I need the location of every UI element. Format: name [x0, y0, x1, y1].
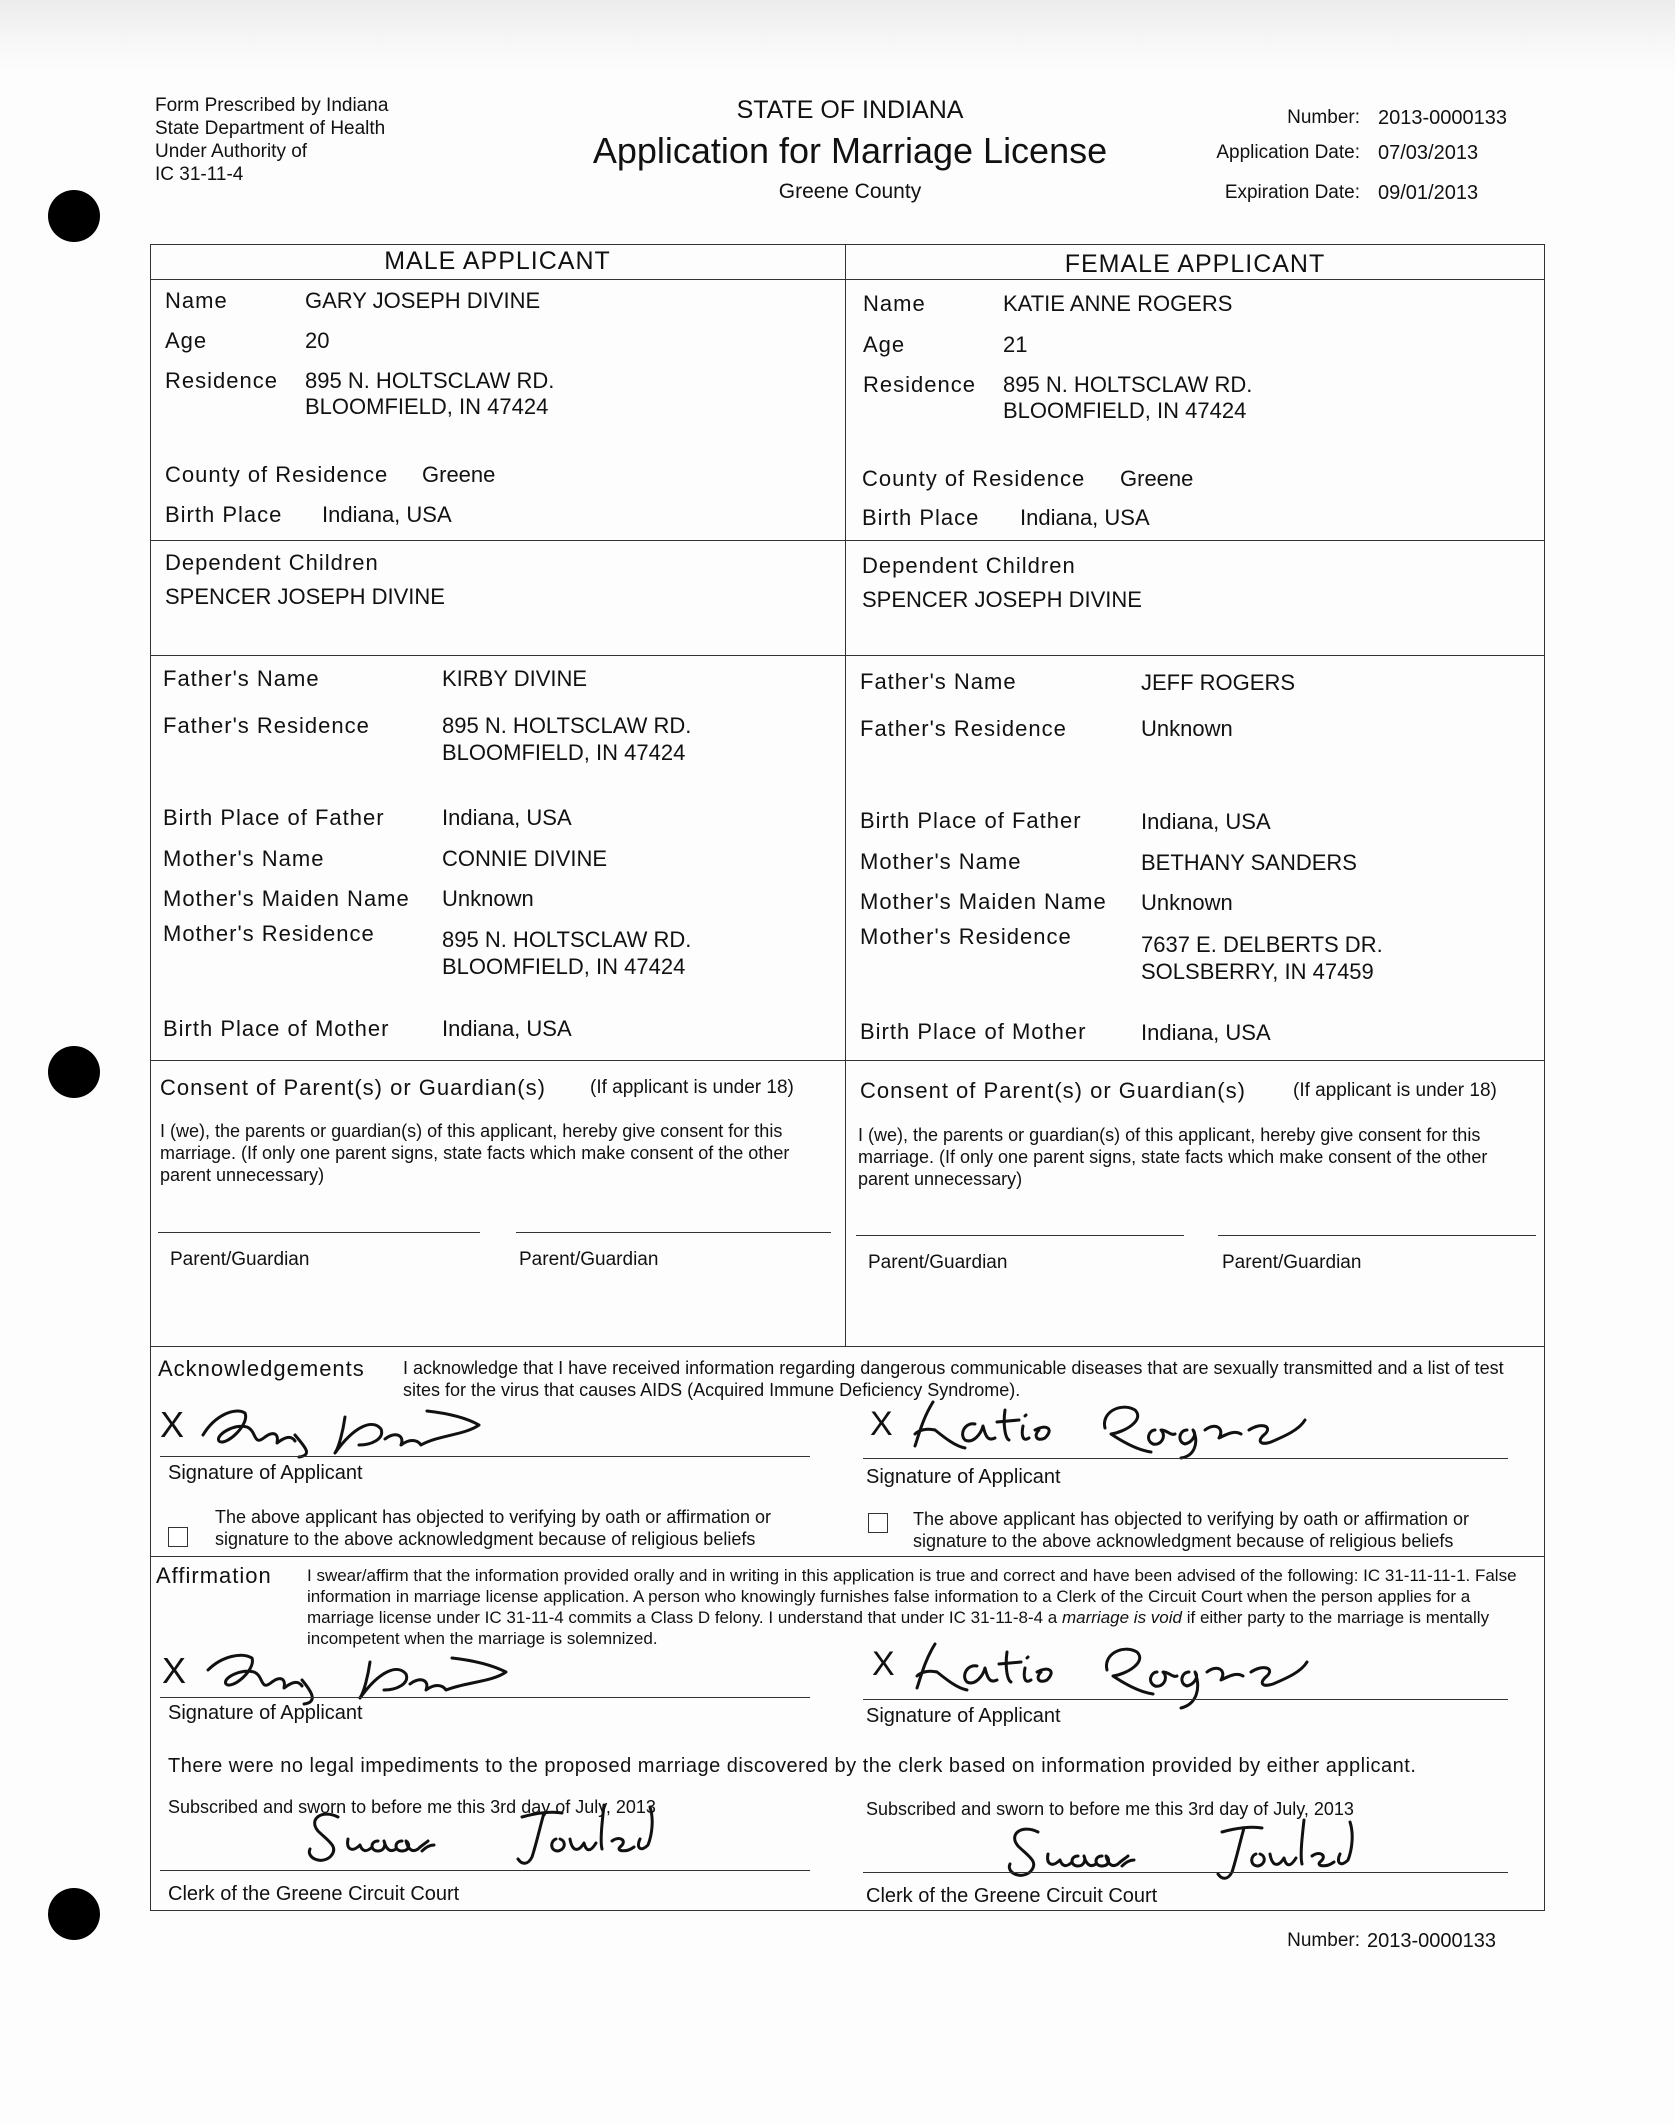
male-father-residence-line1: 895 N. HOLTSCLAW RD.: [442, 713, 692, 738]
female-parent-guardian-label: Parent/Guardian: [868, 1252, 1008, 1273]
male-consent-note: (If applicant is under 18): [590, 1077, 794, 1098]
county-heading: Greene County: [778, 180, 922, 203]
female-aff-signature-line[interactable]: [863, 1699, 1508, 1700]
male-parent-guardian-label: Parent/Guardian: [519, 1249, 659, 1270]
female-father-birth-place-value: Indiana, USA: [1141, 809, 1271, 834]
male-guardian-signature-line[interactable]: [516, 1232, 831, 1233]
female-mother-name-value: BETHANY SANDERS: [1141, 850, 1357, 875]
female-birth-place-label: Birth Place: [862, 505, 980, 530]
section-divider: [150, 540, 1545, 541]
male-aff-signature-line[interactable]: [160, 1697, 810, 1698]
male-name-value: GARY JOSEPH DIVINE: [305, 288, 541, 313]
male-birth-place-value: Indiana, USA: [322, 502, 452, 527]
female-mother-residence-line1: 7637 E. DELBERTS DR.: [1141, 932, 1383, 957]
footer-number-value: 2013-0000133: [1367, 1930, 1497, 1952]
male-dependent-children-value: SPENCER JOSEPH DIVINE: [165, 584, 445, 609]
male-father-name-value: KIRBY DIVINE: [442, 666, 588, 691]
state-heading: STATE OF INDIANA: [736, 96, 964, 124]
male-mother-birth-place-value: Indiana, USA: [442, 1016, 572, 1041]
female-religious-objection-checkbox[interactable]: [868, 1513, 888, 1533]
female-age-value: 21: [1003, 332, 1028, 357]
male-clerk-label: Clerk of the Greene Circuit Court: [168, 1883, 460, 1905]
application-date-value: 07/03/2013: [1378, 142, 1479, 164]
male-ack-signature-label: Signature of Applicant: [168, 1462, 363, 1484]
punch-hole: [48, 1888, 100, 1940]
female-mother-residence-label: Mother's Residence: [860, 924, 1072, 949]
female-name-label: Name: [863, 291, 926, 316]
female-dependent-children-value: SPENCER JOSEPH DIVINE: [862, 587, 1142, 612]
male-mother-maiden-name-value: Unknown: [442, 886, 534, 911]
male-residence-line2: BLOOMFIELD, IN 47424: [305, 394, 549, 419]
male-ack-signature: [195, 1395, 485, 1460]
heading-divider: [150, 279, 1545, 280]
male-religious-objection-checkbox[interactable]: [168, 1527, 188, 1547]
footer-number-label: Number:: [1287, 1930, 1360, 1951]
male-mother-name-label: Mother's Name: [163, 846, 325, 871]
female-consent-title: Consent of Parent(s) or Guardian(s): [860, 1078, 1246, 1103]
female-father-residence-label: Father's Residence: [860, 716, 1067, 741]
female-father-birth-place-label: Birth Place of Father: [860, 808, 1082, 833]
scan-shadow: [0, 0, 1675, 70]
male-mother-maiden-name-label: Mother's Maiden Name: [163, 886, 410, 911]
male-father-birth-place-label: Birth Place of Father: [163, 805, 385, 830]
male-ack-signature-x: X: [160, 1404, 185, 1445]
section-divider: [150, 1060, 1545, 1061]
affirmation-text-italic: marriage is void: [1061, 1608, 1182, 1627]
male-consent-text: I (we), the parents or guardian(s) of this applicant, hereby give consent for this marriage. (If only one parent signs, state facts which make consent of the other parent unnecessary): [160, 1121, 790, 1185]
male-county-label: County of Residence: [165, 462, 389, 487]
female-mother-name-label: Mother's Name: [860, 849, 1022, 874]
female-birth-place-value: Indiana, USA: [1020, 505, 1150, 530]
male-mother-residence-line1: 895 N. HOLTSCLAW RD.: [442, 927, 692, 952]
male-clerk-signature: [300, 1795, 660, 1870]
female-clerk-signature-line[interactable]: [863, 1872, 1508, 1873]
male-parent-guardian-label: Parent/Guardian: [170, 1249, 310, 1270]
male-name-label: Name: [165, 288, 228, 313]
number-value: 2013-0000133: [1378, 107, 1508, 129]
male-aff-signature-label: Signature of Applicant: [168, 1702, 363, 1724]
female-clerk-signature: [1000, 1810, 1370, 1885]
male-county-value: Greene: [422, 462, 496, 487]
male-age-label: Age: [165, 328, 208, 353]
female-guardian-signature-line[interactable]: [1218, 1235, 1536, 1236]
female-mother-maiden-name-label: Mother's Maiden Name: [860, 889, 1107, 914]
male-subscribed-statement: Subscribed and sworn to before me this 3rd day of July, 2013: [168, 1797, 656, 1817]
authority-line: IC 31-11-4: [155, 164, 244, 185]
male-father-birth-place-value: Indiana, USA: [442, 805, 572, 830]
male-mother-residence-label: Mother's Residence: [163, 921, 375, 946]
male-mother-birth-place-label: Birth Place of Mother: [163, 1016, 390, 1041]
male-consent-title: Consent of Parent(s) or Guardian(s): [160, 1075, 546, 1100]
no-impediments-statement: There were no legal impediments to the proposed marriage discovered by the clerk based on information provided by either applicant.: [168, 1755, 1417, 1777]
female-mother-birth-place-value: Indiana, USA: [1141, 1020, 1271, 1045]
authority-line: Under Authority of: [155, 141, 308, 162]
female-applicant-heading: FEMALE APPLICANT: [1064, 250, 1326, 278]
female-clerk-label: Clerk of the Greene Circuit Court: [866, 1885, 1158, 1907]
male-aff-signature: [200, 1640, 520, 1705]
number-label: Number:: [1287, 107, 1360, 128]
section-divider: [150, 1346, 1545, 1347]
form-title: Application for Marriage License: [592, 130, 1108, 171]
female-dependent-children-label: Dependent Children: [862, 553, 1076, 578]
female-religious-objection-text: The above applicant has objected to verifying by oath or affirmation or signature to the above acknowledgment because of religious beliefs: [913, 1509, 1469, 1551]
male-mother-residence-line2: BLOOMFIELD, IN 47424: [442, 954, 686, 979]
authority-line: State Department of Health: [155, 118, 386, 139]
punch-hole: [48, 190, 100, 242]
female-residence-label: Residence: [863, 372, 976, 397]
female-residence-line1: 895 N. HOLTSCLAW RD.: [1003, 372, 1253, 397]
male-residence-label: Residence: [165, 368, 278, 393]
section-divider: [150, 655, 1545, 656]
acknowledgements-title: Acknowledgements: [158, 1356, 365, 1381]
male-clerk-signature-line[interactable]: [160, 1870, 810, 1871]
female-residence-line2: BLOOMFIELD, IN 47424: [1003, 398, 1247, 423]
female-mother-birth-place-label: Birth Place of Mother: [860, 1019, 1087, 1044]
female-ack-signature: [905, 1390, 1325, 1460]
female-age-label: Age: [863, 332, 906, 357]
male-age-value: 20: [305, 328, 330, 353]
acknowledgements-text: I acknowledge that I have received information regarding dangerous communicable diseases that are sexually transmitted and a list of test sites for the virus that causes AIDS (Acquired Immune Deficiency Syndrome).: [403, 1358, 1504, 1400]
female-ack-signature-line[interactable]: [863, 1458, 1508, 1459]
female-father-name-label: Father's Name: [860, 669, 1017, 694]
female-subscribed-statement: Subscribed and sworn to before me this 3rd day of July, 2013: [866, 1799, 1354, 1819]
female-consent-text: I (we), the parents or guardian(s) of this applicant, hereby give consent for this marriage. (If only one parent signs, state facts which make consent of the other parent unnecessary): [858, 1125, 1488, 1189]
female-parent-signature-line[interactable]: [856, 1235, 1184, 1236]
female-county-value: Greene: [1120, 466, 1194, 491]
male-father-residence-line2: BLOOMFIELD, IN 47424: [442, 740, 686, 765]
female-mother-residence-line2: SOLSBERRY, IN 47459: [1141, 959, 1374, 984]
female-father-residence-value: Unknown: [1141, 716, 1233, 741]
male-father-residence-label: Father's Residence: [163, 713, 370, 738]
male-applicant-heading: MALE APPLICANT: [384, 247, 611, 275]
female-county-label: County of Residence: [862, 466, 1086, 491]
male-residence-line1: 895 N. HOLTSCLAW RD.: [305, 368, 555, 393]
female-aff-signature-label: Signature of Applicant: [866, 1705, 1061, 1727]
female-aff-signature-x: X: [872, 1645, 895, 1683]
female-parent-guardian-label: Parent/Guardian: [1222, 1252, 1362, 1273]
female-ack-signature-label: Signature of Applicant: [866, 1466, 1061, 1488]
authority-line: Form Prescribed by Indiana: [155, 95, 389, 116]
male-birth-place-label: Birth Place: [165, 502, 283, 527]
female-aff-signature: [905, 1632, 1325, 1712]
affirmation-text-part: I swear/affirm that the information provided orally and in writing in this application is true and correct and have been advised of the following: IC 31-11-11-1. False information in marriage license application. A person who knowingly furnishes false information to a Clerk of the Circuit Court when the person applies for a marriage license under IC 31-11-4 commits a Class D felony. I understand that under IC 31-11-8-4 a: [307, 1566, 1517, 1627]
male-religious-objection-text: The above applicant has objected to verifying by oath or affirmation or signature to the above acknowledgment because of religious beliefs: [215, 1507, 771, 1549]
female-ack-signature-x: X: [870, 1405, 893, 1443]
affirmation-text-part: if either party to the marriage is mentally incompetent when the marriage is solemnized.: [307, 1608, 1490, 1648]
female-mother-maiden-name-value: Unknown: [1141, 890, 1233, 915]
female-father-name-value: JEFF ROGERS: [1141, 670, 1296, 695]
female-name-value: KATIE ANNE ROGERS: [1003, 291, 1233, 316]
male-father-name-label: Father's Name: [163, 666, 320, 691]
section-divider: [150, 1556, 1545, 1557]
form-authority: [155, 94, 388, 186]
column-divider: [845, 244, 846, 1346]
male-parent-signature-line[interactable]: [158, 1232, 480, 1233]
female-consent-note: (If applicant is under 18): [1293, 1080, 1497, 1101]
male-ack-signature-line[interactable]: [160, 1456, 810, 1457]
affirmation-title: Affirmation: [156, 1563, 272, 1588]
punch-hole: [48, 1046, 100, 1098]
male-mother-name-value: CONNIE DIVINE: [442, 846, 608, 871]
expiration-date-value: 09/01/2013: [1378, 182, 1479, 204]
application-date-label: Application Date:: [1216, 142, 1360, 163]
male-dependent-children-label: Dependent Children: [165, 550, 379, 575]
male-aff-signature-x: X: [162, 1650, 187, 1691]
expiration-date-label: Expiration Date:: [1224, 182, 1360, 203]
